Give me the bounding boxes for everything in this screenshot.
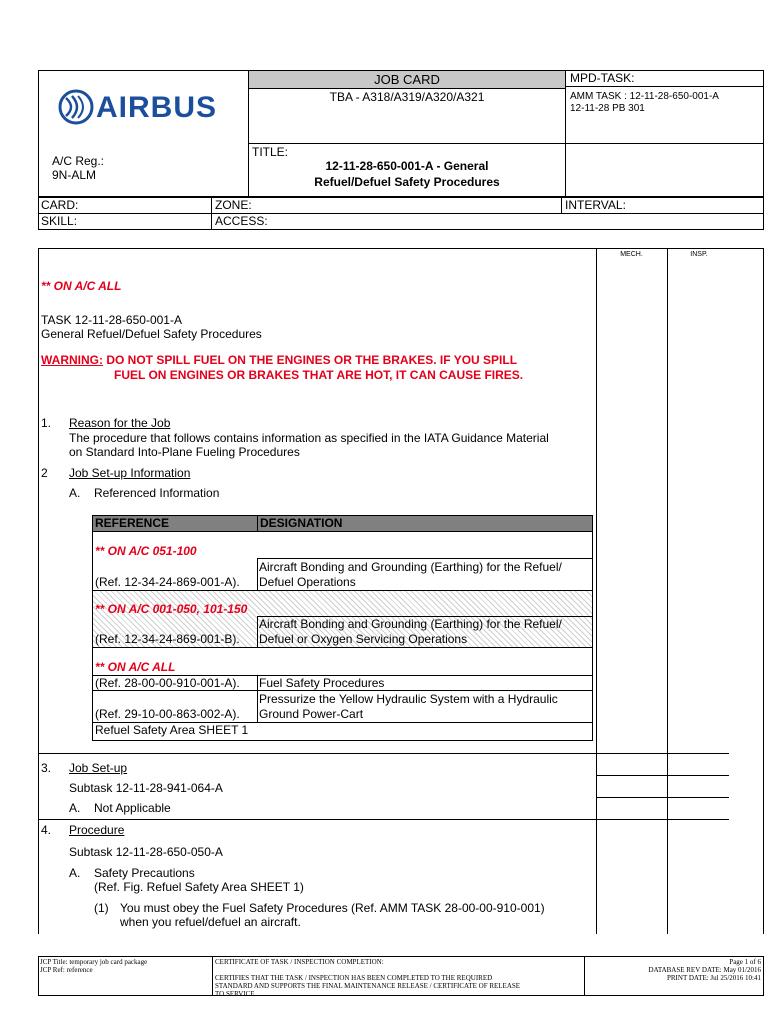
page-number: Page 1 of 6: [729, 958, 761, 966]
amm-task-pb: 12-11-28 PB 301: [570, 103, 645, 114]
job-card-title: JOB CARD: [374, 72, 440, 87]
section-4a1-text-1: You must obey the Fuel Safety Procedures (Ref. AMM TASK 28-00-00-910-001): [120, 901, 545, 915]
section-3a-text: Not Applicable: [94, 801, 171, 815]
row-separator: [596, 797, 729, 798]
logo-text: AIRBUS: [96, 91, 218, 124]
warning-block: [41, 353, 517, 367]
mech-column-header: MECH.: [620, 251, 643, 258]
ref-row-2-designation-1: Aircraft Bonding and Grounding (Earthing) for the Refuel/: [259, 617, 562, 631]
section-3a-letter: A.: [69, 801, 81, 815]
database-rev-date: DATABASE REV DATE: May 01/2016: [648, 966, 761, 974]
section-2-number: 2: [41, 466, 48, 480]
warning-text-1: DO NOT SPILL FUEL ON THE ENGINES OR THE BRAKES. IF YOU SPILL: [106, 353, 518, 367]
ref-group-2-label: ** ON A/C 001-050, 101-150: [95, 602, 248, 616]
section-4-title: Procedure: [69, 823, 125, 837]
ref-row-1-reference: (Ref. 12-34-24-869-001-A).: [95, 575, 240, 589]
section-2a-letter: A.: [69, 486, 81, 500]
task-number: TASK 12-11-28-650-001-A: [41, 313, 182, 327]
section-3-title: Job Set-up: [69, 761, 128, 775]
mpd-task-label: MPD-TASK:: [570, 71, 635, 85]
ac-reg-value: 9N-ALM: [52, 168, 97, 182]
warning-text-2: FUEL ON ENGINES OR BRAKES THAT ARE HOT, IT CAN CAUSE FIRES.: [114, 368, 524, 382]
section-4a1-number: (1): [94, 901, 109, 915]
section-2-title: Job Set-up Information: [69, 466, 191, 480]
task-title-line2: Refuel/Defuel Safety Procedures: [314, 175, 500, 189]
section-2a-text: Referenced Information: [94, 486, 220, 500]
print-date: PRINT DATE: Jul 25/2016 10:41: [667, 974, 761, 982]
task-title-line1: 12-11-28-650-001-A - General: [325, 159, 489, 173]
row-separator: [596, 819, 729, 820]
certificate-text-1: CERTIFIES THAT THE TASK / INSPECTION HAS BEEN COMPLETED TO THE REQUIRED: [215, 974, 493, 982]
card-label: CARD:: [41, 198, 79, 212]
ref-row-4-designation-2: Ground Power-Cart: [259, 707, 364, 721]
ref-row-1-designation-2: Defuel Operations: [259, 575, 356, 589]
row-separator: [596, 775, 729, 776]
certificate-text-3: TO SERVICE: [215, 990, 255, 998]
amm-task-ref: AMM TASK : 12-11-28-650-001-A: [570, 91, 719, 102]
ref-header-designation: DESIGNATION: [260, 516, 343, 530]
section-4-number: 4.: [41, 823, 52, 837]
section-3-subtask: Subtask 12-11-28-941-064-A: [69, 781, 223, 795]
warning-label: WARNING:: [41, 353, 103, 367]
section-1-number: 1.: [41, 416, 52, 430]
ref-group-3-label: ** ON A/C ALL: [95, 660, 176, 674]
skill-label: SKILL:: [41, 214, 78, 228]
airbus-logo: [56, 86, 231, 128]
row-separator: [596, 753, 729, 754]
aircraft-types: TBA - A318/A319/A320/A321: [329, 90, 485, 104]
jcp-ref: JCP Ref: reference: [40, 966, 93, 974]
certificate-title: CERTIFICATE OF TASK / INSPECTION COMPLETION:: [215, 958, 384, 966]
section-4a1-text-2: when you refuel/defuel an aircraft.: [120, 915, 301, 929]
ac-reg-label: A/C Reg.:: [52, 154, 105, 168]
applicability-all: ** ON A/C ALL: [41, 279, 122, 293]
interval-label: INTERVAL:: [565, 198, 626, 212]
section-1-text-2: on Standard Into-Plane Fueling Procedures: [69, 445, 300, 459]
section-1-title: Reason for the Job: [69, 416, 171, 430]
section-4a-text-2: (Ref. Fig. Refuel Safety Area SHEET 1): [94, 880, 304, 894]
ref-row-4-designation-1: Pressurize the Yellow Hydraulic System with a Hydraulic: [259, 692, 558, 706]
section-3-number: 3.: [41, 761, 52, 775]
certificate-text-2: STANDARD AND SUPPORTS THE FINAL MAINTENANCE RELEASE / CERTIFICATE OF RELEASE: [215, 982, 521, 990]
section-4-subtask: Subtask 12-11-28-650-050-A: [69, 845, 223, 859]
ref-group-1-label: ** ON A/C 051-100: [95, 544, 197, 558]
task-name: General Refuel/Defuel Safety Procedures: [41, 327, 262, 341]
ref-row-3-designation: Fuel Safety Procedures: [259, 676, 385, 690]
access-label: ACCESS:: [215, 214, 268, 228]
ref-row-2-designation-2: Defuel or Oxygen Servicing Operations: [259, 632, 468, 646]
insp-column-header: INSP.: [690, 251, 708, 258]
ref-row-4-reference: (Ref. 29-10-00-863-002-A).: [95, 707, 240, 721]
section-4a-letter: A.: [69, 866, 81, 880]
ref-row-1-designation-1: Aircraft Bonding and Grounding (Earthing) for the Refuel/: [259, 560, 562, 574]
title-label: TITLE:: [252, 145, 289, 159]
jcp-title: JCP Title: temporary job card package: [40, 958, 148, 966]
ref-row-3-reference: (Ref. 28-00-00-910-001-A).: [95, 676, 240, 690]
ref-row-5-reference: Refuel Safety Area SHEET 1: [95, 723, 249, 737]
section-4a-text-1: Safety Precautions: [94, 866, 195, 880]
section-1-text-1: The procedure that follows contains information as specified in the IATA Guidance Material: [69, 431, 549, 445]
ref-header-reference: REFERENCE: [95, 516, 170, 530]
ref-row-2-reference: (Ref. 12-34-24-869-001-B).: [95, 632, 240, 646]
zone-label: ZONE:: [215, 198, 252, 212]
